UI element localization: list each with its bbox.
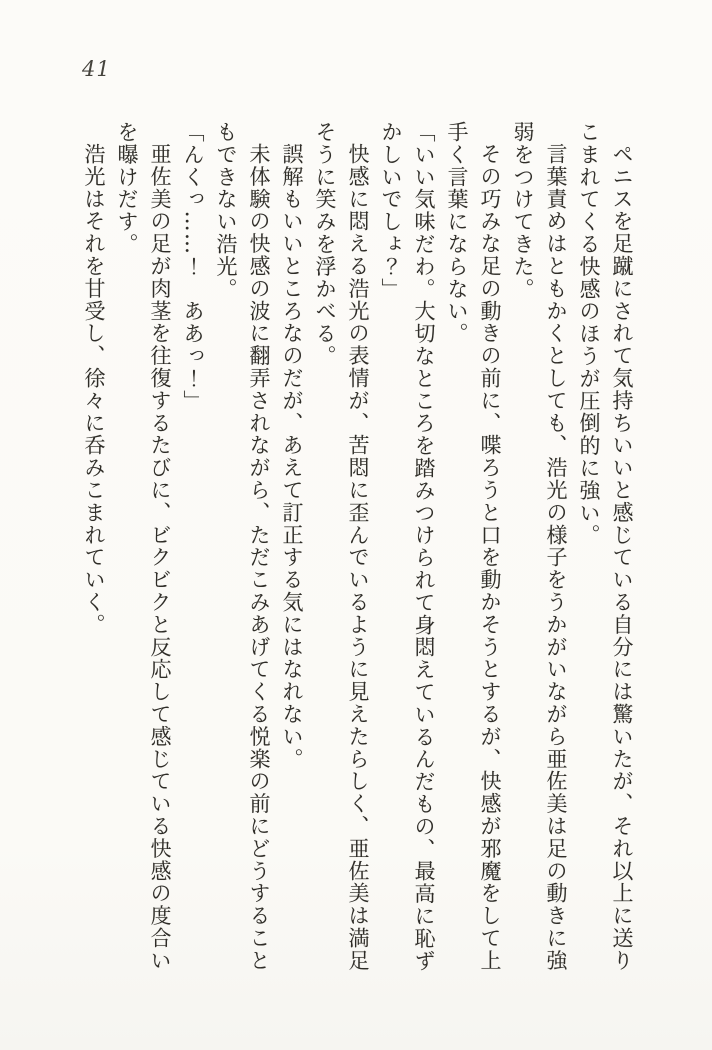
body-text bbox=[74, 121, 638, 973]
paragraph: 誤解もいいところなのだが、あえて訂正する気にはなれない。 bbox=[280, 143, 304, 771]
paragraph: その巧みな足の動きの前に、喋ろうと口を動かそうとするが、快感が邪魔をして上手く言葉にならない。 bbox=[445, 121, 502, 973]
paragraph: 言葉責めはともかくとしても、浩光の様子をうかがいながら亜佐美は足の動きに強弱をつけてきた。 bbox=[511, 121, 568, 973]
paragraph: ペニスを足蹴にされて気持ちいいと感じている自分には驚いたが、それ以上に送りこまれてくる快感のほうが圧倒的に強い。 bbox=[577, 121, 634, 973]
paragraph: 未体験の快感の波に翻弄されながら、ただこみあげてくる悦楽の前にどうすることもできない浩光。 bbox=[214, 121, 271, 973]
paragraph-dialogue: 「いい気味だわ。大切なところを踏みつけられて身悶えているんだもの、最高に恥ずかしいでしょ？」 bbox=[379, 121, 436, 973]
paragraph-dialogue: 「んくっ……！ ああっ！」 bbox=[181, 121, 205, 413]
page-number: 41 bbox=[82, 57, 111, 81]
paragraph: 亜佐美の足が肉茎を往復するたびに、ビクビクと反応して感じている快感の度合いを曝けだす。 bbox=[115, 121, 172, 973]
paragraph: 浩光はそれを甘受し、徐々に呑みこまれていく。 bbox=[82, 143, 106, 637]
paragraph: 快感に悶える浩光の表情が、苦悶に歪んでいるように見えたらしく、亜佐美は満足そうに笑みを浮かべる。 bbox=[313, 121, 370, 973]
